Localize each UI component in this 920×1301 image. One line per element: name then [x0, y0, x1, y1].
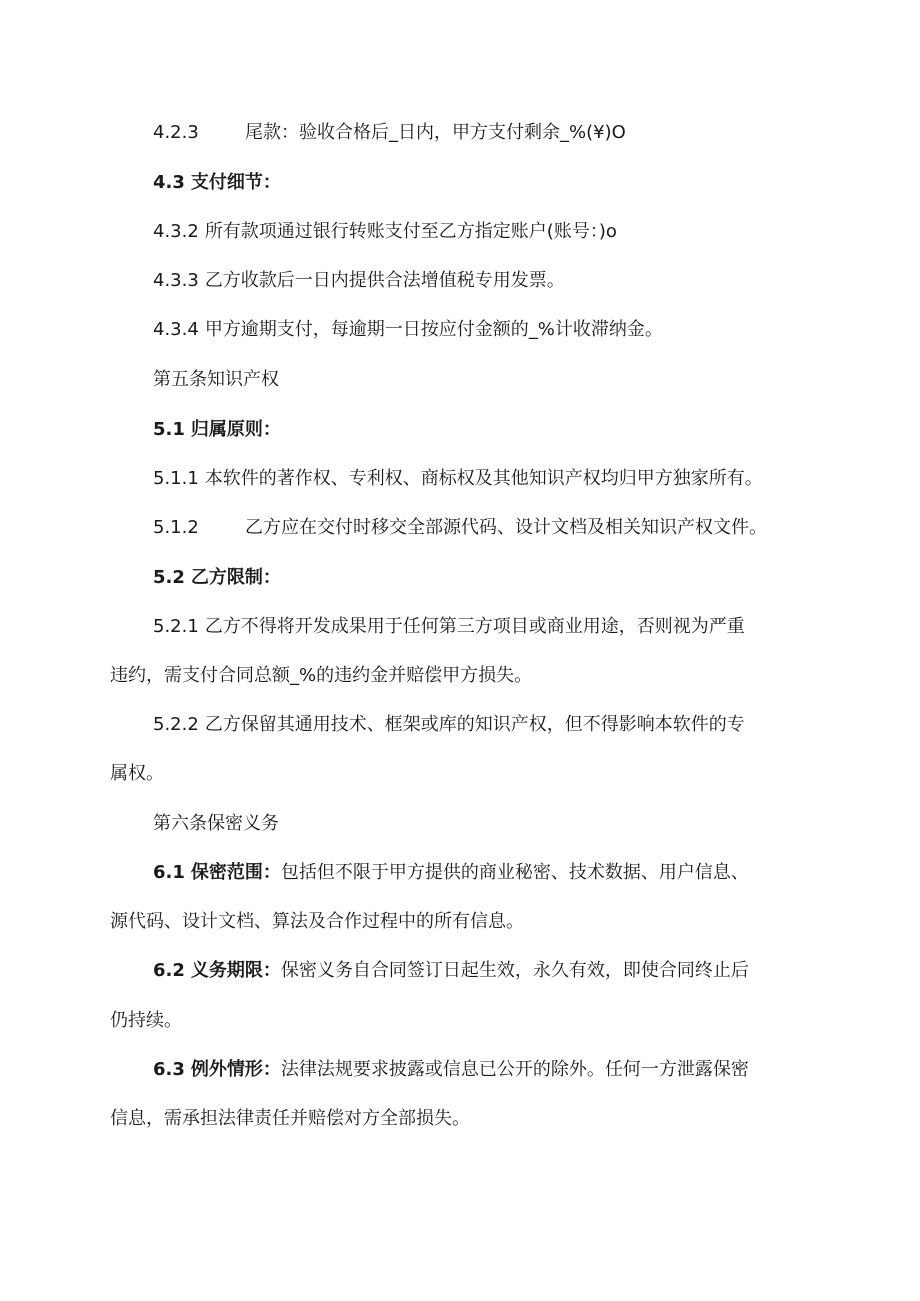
clause-number: 5.1.1	[153, 468, 199, 489]
section-6-2	[153, 959, 749, 983]
section-5-1-heading	[153, 418, 281, 442]
section-label: 义务期限：	[190, 960, 281, 981]
clause-number: 5.2.2	[153, 714, 199, 735]
section-number: 6.1	[153, 862, 185, 883]
section-number: 4.3	[153, 172, 185, 193]
clause-4-2-3	[153, 121, 626, 145]
section-6-1-continued	[110, 910, 524, 934]
clause-5-1-2	[153, 516, 767, 540]
section-text: 包括但不限于甲方提供的商业秘密、技术数据、用户信息、	[280, 862, 749, 883]
clause-text: 本软件的著作权、专利权、商标权及其他知识产权均归甲方独家所有。	[204, 468, 763, 489]
article-title: 第六条保密义务	[153, 813, 279, 834]
section-4-3-heading	[153, 171, 281, 195]
clause-text: 乙方不得将开发成果用于任何第三方项目或商业用途，否则视为严重	[204, 616, 745, 637]
article-5-heading	[153, 368, 279, 392]
section-6-3	[153, 1058, 749, 1082]
clause-4-3-2	[153, 220, 617, 244]
clause-text: 属权。	[110, 763, 164, 784]
clause-5-2-2	[153, 713, 745, 737]
section-6-2-continued	[110, 1009, 182, 1033]
clause-text: 乙方收款后一日内提供合法增值税专用发票。	[204, 270, 565, 291]
clause-4-3-3	[153, 269, 565, 293]
section-text: 信息，需承担法律责任并赔偿对方全部损失。	[110, 1108, 470, 1129]
section-title: 乙方限制：	[190, 567, 281, 588]
section-label: 例外情形：	[190, 1059, 281, 1080]
section-6-1	[153, 861, 749, 885]
clause-number: 5.2.1	[153, 616, 199, 637]
clause-text: 乙方应在交付时移交全部源代码、设计文档及相关知识产权文件。	[245, 517, 767, 538]
section-6-3-continued	[110, 1107, 470, 1131]
clause-5-2-2-continued	[110, 762, 164, 786]
clause-number: 4.3.3	[153, 270, 199, 291]
clause-text: 尾款：验收合格后_日内，甲方支付剩余_%(¥)O	[245, 122, 626, 143]
clause-number: 4.3.2	[153, 221, 199, 242]
clause-text: 甲方逾期支付，每逾期一日按应付金额的_%计收滞纳金。	[204, 319, 663, 340]
clause-text: 违约，需支付合同总额_%的违约金并赔偿甲方损失。	[110, 665, 533, 686]
section-number: 5.1	[153, 419, 185, 440]
section-title: 归属原则：	[190, 419, 281, 440]
clause-number: 5.1.2	[153, 517, 199, 538]
clause-number: 4.2.3	[153, 122, 199, 143]
section-text: 仍持续。	[110, 1010, 182, 1031]
section-number: 6.3	[153, 1059, 185, 1080]
section-text: 法律法规要求披露或信息已公开的除外。任何一方泄露保密	[280, 1059, 749, 1080]
article-6-heading	[153, 812, 279, 836]
section-text: 保密义务自合同签订日起生效，永久有效，即使合同终止后	[280, 960, 749, 981]
section-text: 源代码、设计文档、算法及合作过程中的所有信息。	[110, 911, 524, 932]
clause-number: 4.3.4	[153, 319, 199, 340]
clause-5-2-1-continued	[110, 664, 532, 688]
clause-5-1-1	[153, 467, 763, 491]
section-5-2-heading	[153, 566, 281, 590]
clause-text: 所有款项通过银行转账支付至乙方指定账户(账号：)o	[204, 221, 617, 242]
section-number: 6.2	[153, 960, 185, 981]
article-title: 第五条知识产权	[153, 369, 279, 390]
section-label: 保密范围：	[190, 862, 281, 883]
clause-5-2-1	[153, 615, 745, 639]
clause-4-3-4	[153, 318, 663, 342]
section-number: 5.2	[153, 567, 185, 588]
clause-text: 乙方保留其通用技术、框架或库的知识产权，但不得影响本软件的专	[204, 714, 745, 735]
section-title: 支付细节：	[190, 172, 281, 193]
